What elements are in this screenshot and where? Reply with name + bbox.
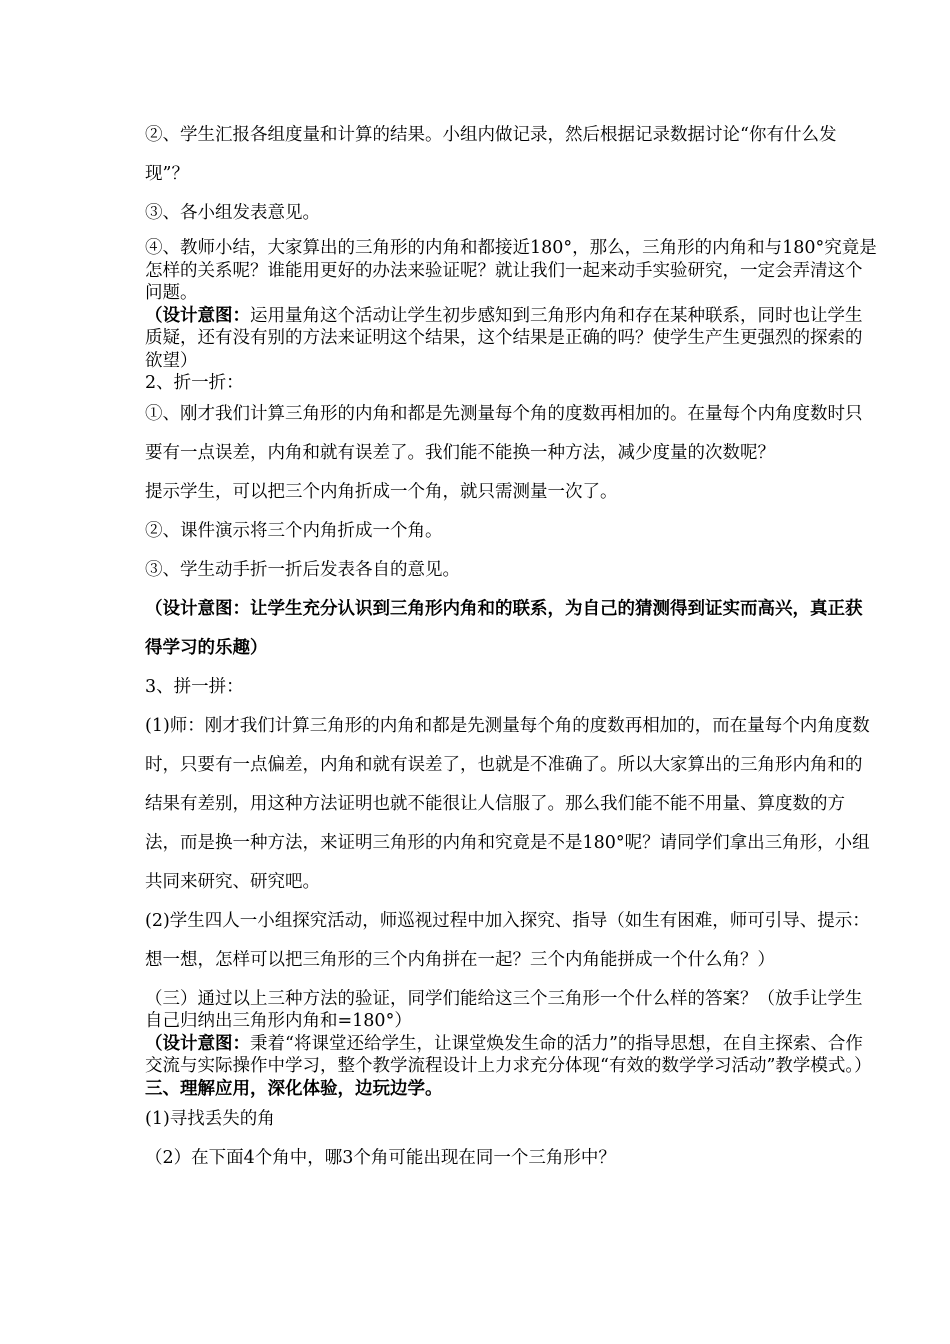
paragraph-design-intent-2: （设计意图：让学生充分认识到三角形内角和的联系，为自己的猜测得到证实而高兴，真正获得学习的乐趣） — [145, 598, 863, 658]
paragraph-find-lost-angle: (1)寻找丢失的角 — [145, 1109, 275, 1129]
paragraph-assemble-step-1: (1)师：刚才我们计算三角形的内角和都是先测量每个角的度数再相加的，而在量每个内角度数时，只要有一点偏差，内角和就有误差了，也就是不准确了。所以大家算出的三角形内角和的结果有差别，用这种方法证明也就不能很让人信服了。那么我们能不能不用量、算度数的方法，而是换一种方法，来证明三角形的内角和究竟是不是180°呢？请同学们拿出三角形，小组共同来研究、研究吧。 — [145, 715, 870, 892]
design-intent-text: 运用量角这个活动让学生初步感知到三角形内角和存在某种联系，同时也让学生质疑，还有没有别的方法来证明这个结果，这个结果是正确的吗？使学生产生更强烈的探索的欲望） — [145, 305, 863, 371]
heading-assemble: 3、拼一拼： — [145, 676, 244, 697]
paragraph-groups-opinions: ③、各小组发表意见。 — [145, 203, 320, 223]
paragraph-design-intent-3 — [145, 1033, 879, 1078]
paragraph-assemble-step-2: (2)学生四人一小组探究活动，师巡视过程中加入探究、指导（如生有困难，师可引导、提示：想一想，怎样可以把三角形的三个内角拼在一起？三个内角能拼成一个什么角？） — [145, 910, 870, 970]
design-intent-text: 秉着“将课堂还给学生，让课堂焕发生命的活力”的指导思想，在自主探索、合作交流与实际操作中学习，整个教学流程设计上力求充分体现“有效的数学学习活动”教学模式。） — [145, 1033, 872, 1076]
heading-fold: 2、折一折： — [145, 373, 244, 393]
document-page — [145, 116, 879, 1178]
design-intent-label: （设计意图： — [145, 1033, 250, 1054]
paragraph-four-angles: （2）在下面4个角中，哪3个角可能出现在同一个三角形中？ — [145, 1148, 616, 1168]
paragraph-fold-step-3: ③、学生动手折一折后发表各自的意见。 — [145, 559, 460, 580]
paragraph-fold-step-2: ②、课件演示将三个内角折成一个角。 — [145, 520, 443, 541]
paragraph-report-results: ②、学生汇报各组度量和计算的结果。小组内做记录，然后根据记录数据讨论“你有什么发现”？ — [145, 125, 837, 184]
paragraph-fold-step-1: ①、刚才我们计算三角形的内角和都是先测量每个角的度数再相加的。在量每个内角度数时只要有一点误差，内角和就有误差了。我们能不能换一种方法，减少度量的次数呢？ — [145, 403, 863, 463]
paragraph-design-intent-1 — [145, 305, 879, 373]
paragraph-fold-hint: 提示学生，可以把三个内角折成一个角，就只需测量一次了。 — [145, 481, 618, 502]
heading-section-three: 三、理解应用，深化体验，边玩边学。 — [145, 1078, 443, 1099]
paragraph-section-three-methods: （三）通过以上三种方法的验证，同学们能给这三个三角形一个什么样的答案？（放手让学生自己归纳出三角形内角和=180°） — [145, 988, 863, 1031]
design-intent-label: （设计意图： — [145, 305, 250, 326]
paragraph-teacher-summary: ④、教师小结，大家算出的三角形的内角和都接近180°，那么，三角形的内角和与180°究竟是怎样的关系呢？谁能用更好的办法来验证呢？就让我们一起来动手实验研究，一定会弄清这个问题。 — [145, 238, 877, 303]
